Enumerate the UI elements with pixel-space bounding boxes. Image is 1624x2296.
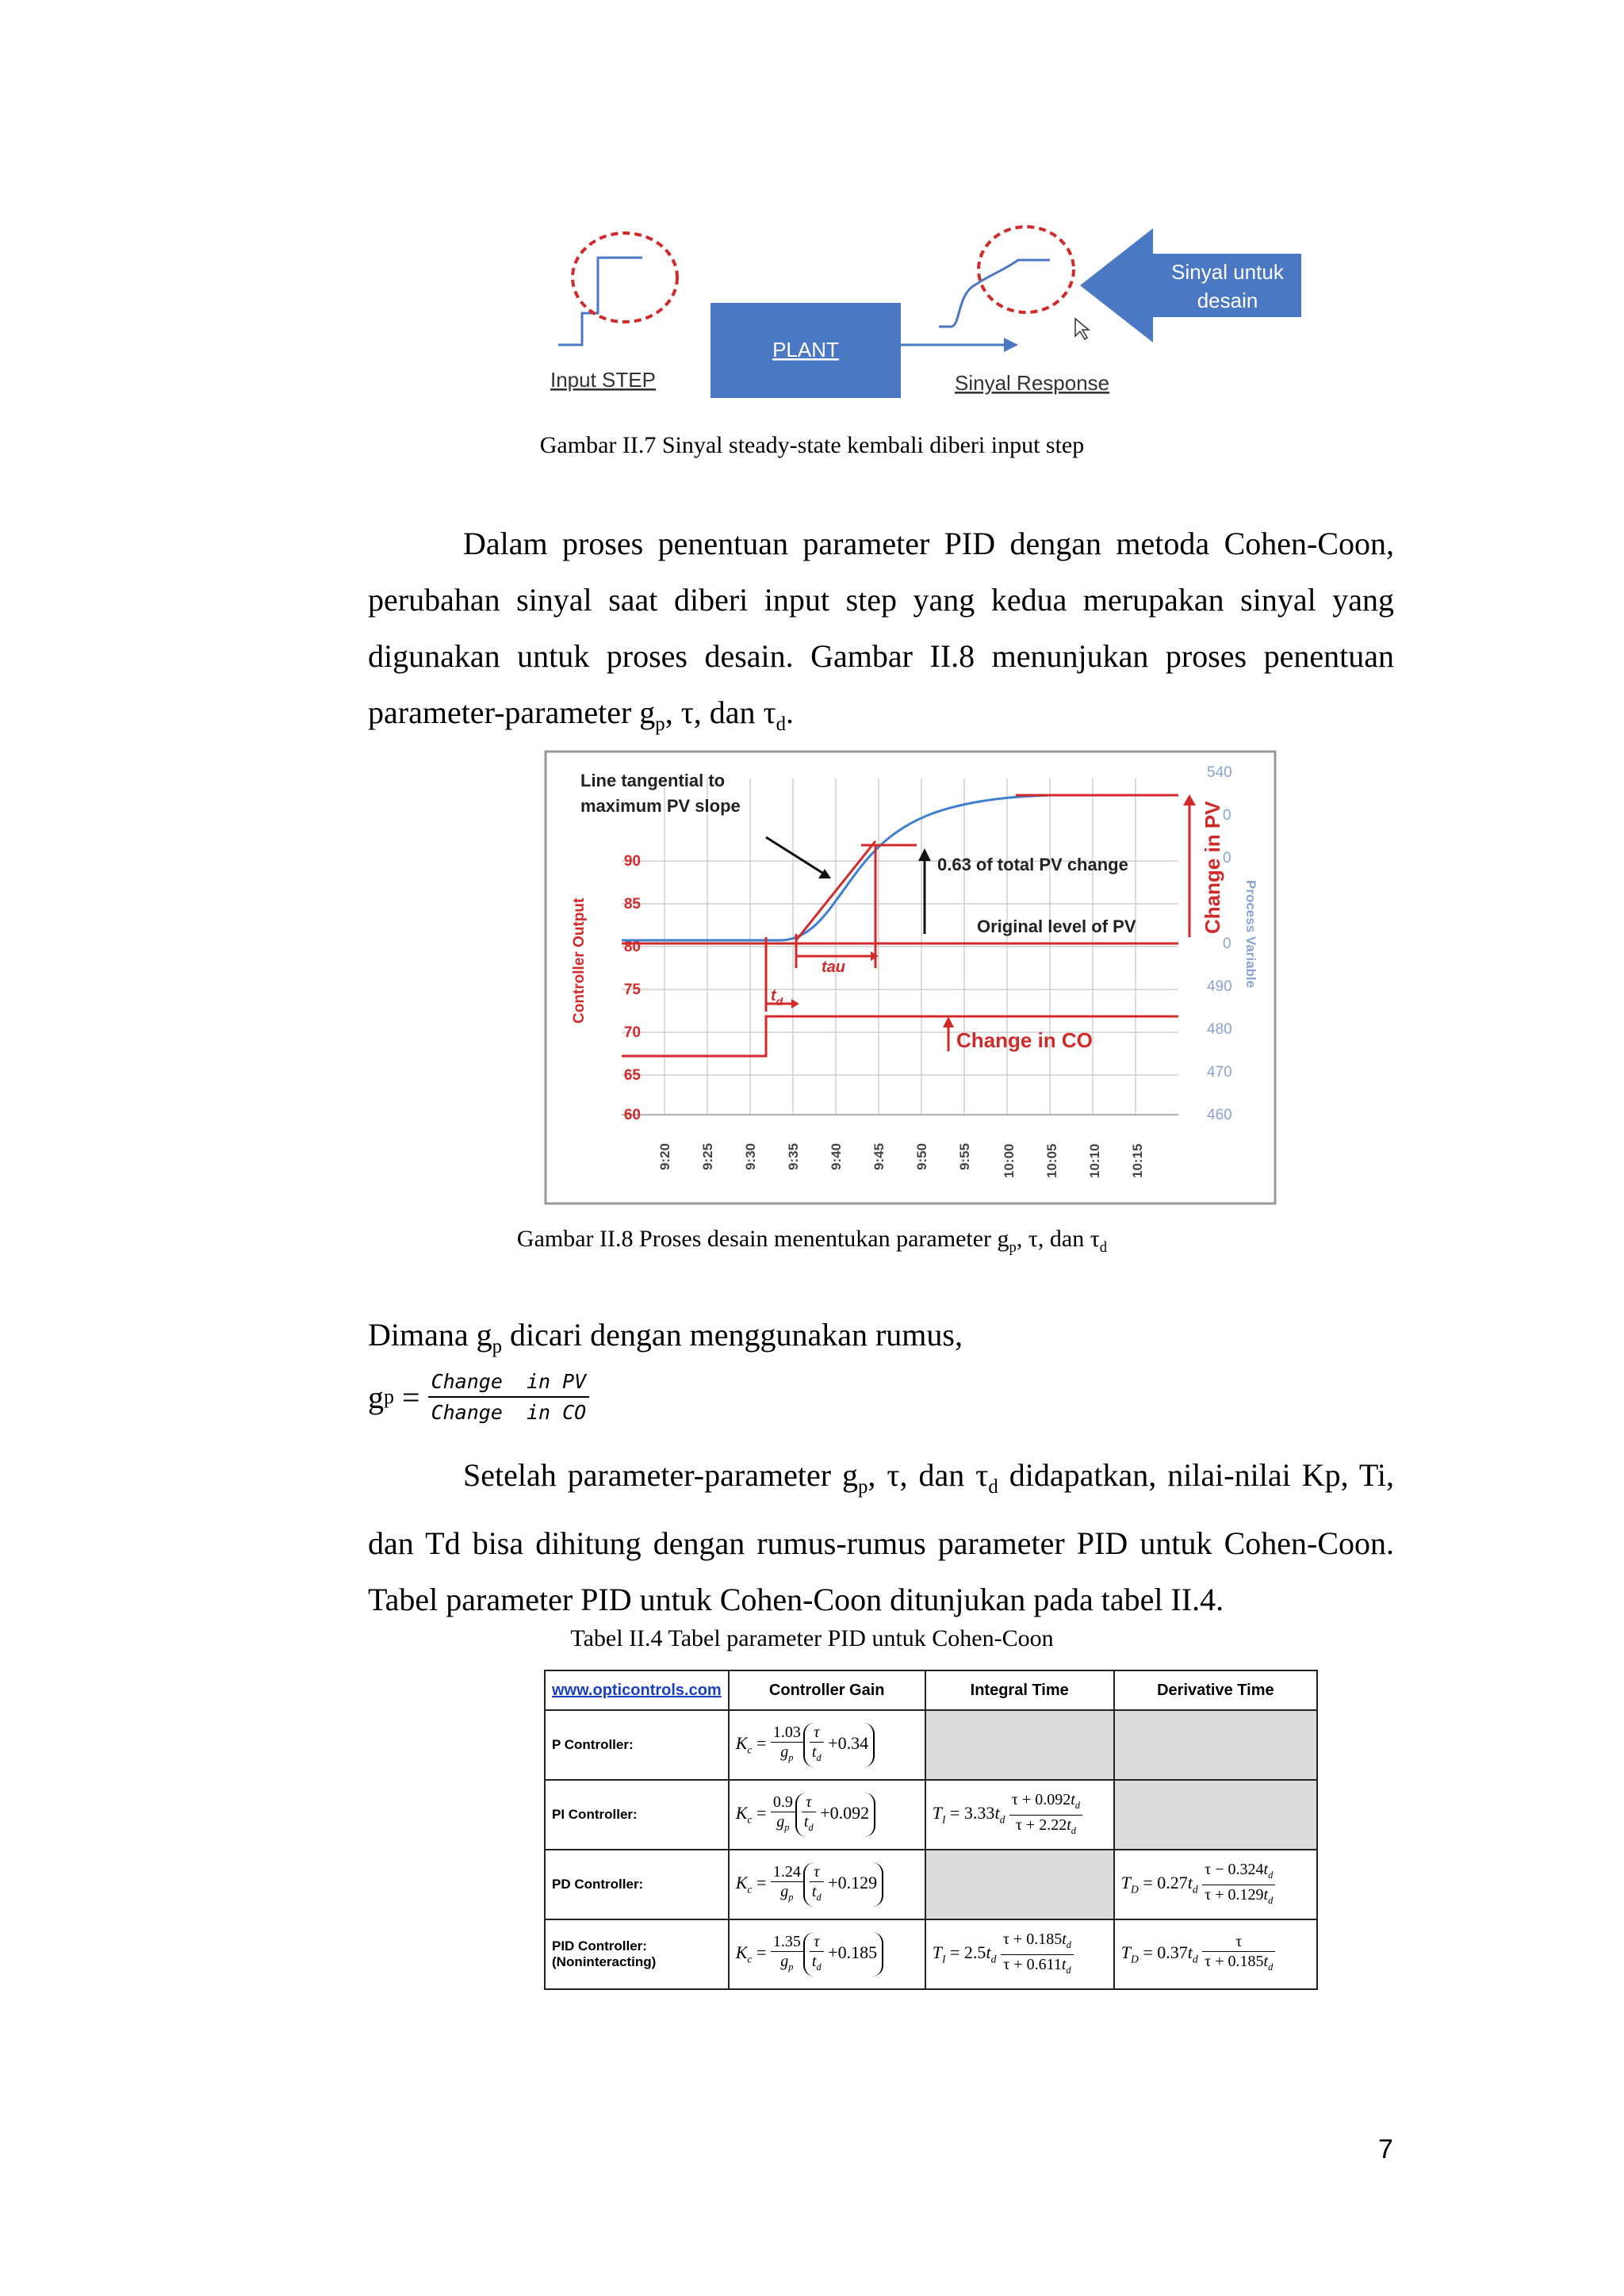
left-tick: 75: [623, 982, 641, 998]
left-tick: 85: [623, 896, 641, 913]
input-dashed-circle: [573, 233, 677, 322]
figure-7-caption: Gambar II.7 Sinyal steady-state kembali diberi input step: [539, 432, 1085, 458]
left-tick: 80: [623, 939, 641, 955]
header-integral-time: Integral Time: [925, 1670, 1114, 1710]
kc-formula: $K_c$ = $\frac{1.24}{g_p}$ $\frac{\tau}{t_d}$ +0.129: [729, 1850, 925, 1919]
right-axis-title: Process Variable: [1243, 880, 1258, 989]
input-step-line: [558, 258, 642, 345]
td-label: $t_d$: [771, 987, 783, 1008]
x-tick: 9:55: [957, 1142, 972, 1170]
left-tick: 70: [623, 1024, 641, 1041]
x-tick: 9:45: [871, 1142, 887, 1170]
plant-label: PLANT: [772, 338, 839, 362]
tangent-annotation-2: maximum PV slope: [580, 796, 741, 816]
ti-formula: $T_I = 2.5t_d$ $\frac{\tau + 0.185t_d}{\tau + 0.611t_d}$: [925, 1919, 1114, 1989]
header-derivative-time: Derivative Time: [1114, 1670, 1317, 1710]
table-row: [545, 1780, 1317, 1850]
input-step-label: Input STEP: [550, 368, 656, 392]
x-tick: 10:00: [1002, 1143, 1017, 1178]
x-tick: 9:20: [657, 1142, 672, 1170]
right-tick: 0: [1223, 807, 1231, 824]
figure-cohen-coon-chart: [544, 750, 1277, 1205]
x-tick: 10:15: [1130, 1143, 1145, 1178]
left-tick: 60: [623, 1107, 641, 1123]
row-label: P Controller:: [545, 1710, 729, 1780]
response-dashed-circle: [979, 227, 1074, 312]
td-formula: $T_D = 0.27t_d$ $\frac{\tau - 0.324t_d}{\tau + 0.129t_d}$: [1114, 1850, 1317, 1919]
table-row: [545, 1710, 1317, 1780]
paragraph-pid-parameters: Setelah parameter-parameter $g_p$, τ, dan $\tau_d$ didapatkan, nilai-nilai Kp, Ti, dan Td bisa dihitung dengan rumus-rumus parameter PID untuk Cohen-Coon. Tabel parameter PID untuk Cohen-Coon ditunjukan pada tabel II.4.: [368, 1457, 1394, 1617]
right-tick: 470: [1207, 1064, 1232, 1081]
left-axis-title: Controller Output: [571, 897, 588, 1024]
right-tick: 0: [1223, 936, 1231, 952]
empty-cell: [925, 1710, 1114, 1780]
response-curve: [939, 260, 1050, 327]
empty-cell: [1114, 1710, 1317, 1780]
table-caption: Tabel II.4 Tabel parameter PID untuk Cohen-Coon: [570, 1625, 1054, 1651]
kc-formula: $K_c$ = $\frac{1.35}{g_p}$ $\frac{\tau}{t_d}$ +0.185: [729, 1919, 925, 1989]
right-tick: 480: [1207, 1021, 1232, 1038]
design-signal-label-1: Sinyal untuk: [1171, 260, 1284, 284]
x-tick: 10:10: [1087, 1143, 1102, 1178]
header-website[interactable]: www.opticontrols.com: [545, 1670, 729, 1710]
design-signal-arrow: [1080, 228, 1301, 342]
ti-formula: $T_I = 3.33t_d$ $\frac{\tau + 0.092t_d}{\tau + 2.22t_d}$: [925, 1780, 1114, 1850]
table-row: [545, 1919, 1317, 1989]
change-in-co-label: Change in CO: [956, 1028, 1093, 1052]
gp-intro: Dimana $g_p$ dicari dengan menggunakan rumus,: [368, 1317, 963, 1357]
x-tick: 9:25: [700, 1142, 715, 1170]
signal-response-label: Sinyal Response: [955, 371, 1110, 395]
x-tick: 9:35: [786, 1142, 801, 1170]
empty-cell: [1114, 1780, 1317, 1850]
row-label: PD Controller:: [545, 1850, 729, 1919]
right-tick: 490: [1207, 978, 1232, 995]
cohen-coon-table: [544, 1670, 1318, 1990]
x-tick: 9:40: [829, 1142, 844, 1170]
right-tick: 0: [1223, 850, 1231, 867]
page-number: 7: [1378, 2134, 1393, 2164]
empty-cell: [925, 1850, 1114, 1919]
paragraph-cohen-coon-intro: Dalam proses penentuan parameter PID dengan metoda Cohen-Coon, perubahan sinyal saat diberi input step yang kedua merupakan sinyal yang digunakan untuk proses desain. Gambar II.8 menunjukan proses penentuan parameter-parameter $g_p$, τ, dan $\tau_d$.: [368, 526, 1394, 735]
pv-063-note: 0.63 of total PV change: [937, 855, 1128, 874]
header-controller-gain: Controller Gain: [729, 1670, 925, 1710]
tau-label: tau: [822, 959, 845, 976]
row-label: PI Controller:: [545, 1780, 729, 1850]
right-tick: 540: [1207, 764, 1232, 781]
design-signal-label-2: desain: [1197, 289, 1258, 312]
x-tick: 9:50: [914, 1142, 929, 1170]
mouse-cursor-icon: [1075, 319, 1089, 339]
kc-formula: $K_c$ = $\frac{1.03}{g_p}$ $\frac{\tau}{t_d}$ +0.34: [729, 1710, 925, 1780]
table-row: [545, 1850, 1317, 1919]
x-tick: 10:05: [1044, 1143, 1059, 1178]
gp-formula: g p = Change in PV Change in CO: [368, 1370, 589, 1424]
right-tick: 460: [1207, 1107, 1232, 1123]
figure-8-caption: Gambar II.8 Proses desain menentukan parameter $g_p$, τ, dan $\tau_d$: [516, 1226, 1108, 1256]
gp-fraction: Change in PV Change in CO: [428, 1370, 590, 1424]
kc-formula: $K_c$ = $\frac{0.9}{g_p}$ $\frac{\tau}{t_d}$ +0.092: [729, 1780, 925, 1850]
left-tick: 65: [623, 1067, 641, 1084]
figure-step-diagram: [542, 222, 1320, 412]
tangent-annotation-1: Line tangential to: [580, 771, 726, 790]
original-level-note: Original level of PV: [977, 916, 1136, 936]
td-formula: $T_D = 0.37t_d$ $\frac{\tau}{\tau + 0.185t_d}$: [1114, 1919, 1317, 1989]
table-header-row: [545, 1670, 1317, 1710]
change-in-pv-label: Change in PV: [1201, 801, 1224, 934]
x-tick: 9:30: [743, 1142, 758, 1170]
left-tick: 90: [623, 853, 641, 870]
row-label: PID Controller: (Noninteracting): [545, 1919, 729, 1989]
